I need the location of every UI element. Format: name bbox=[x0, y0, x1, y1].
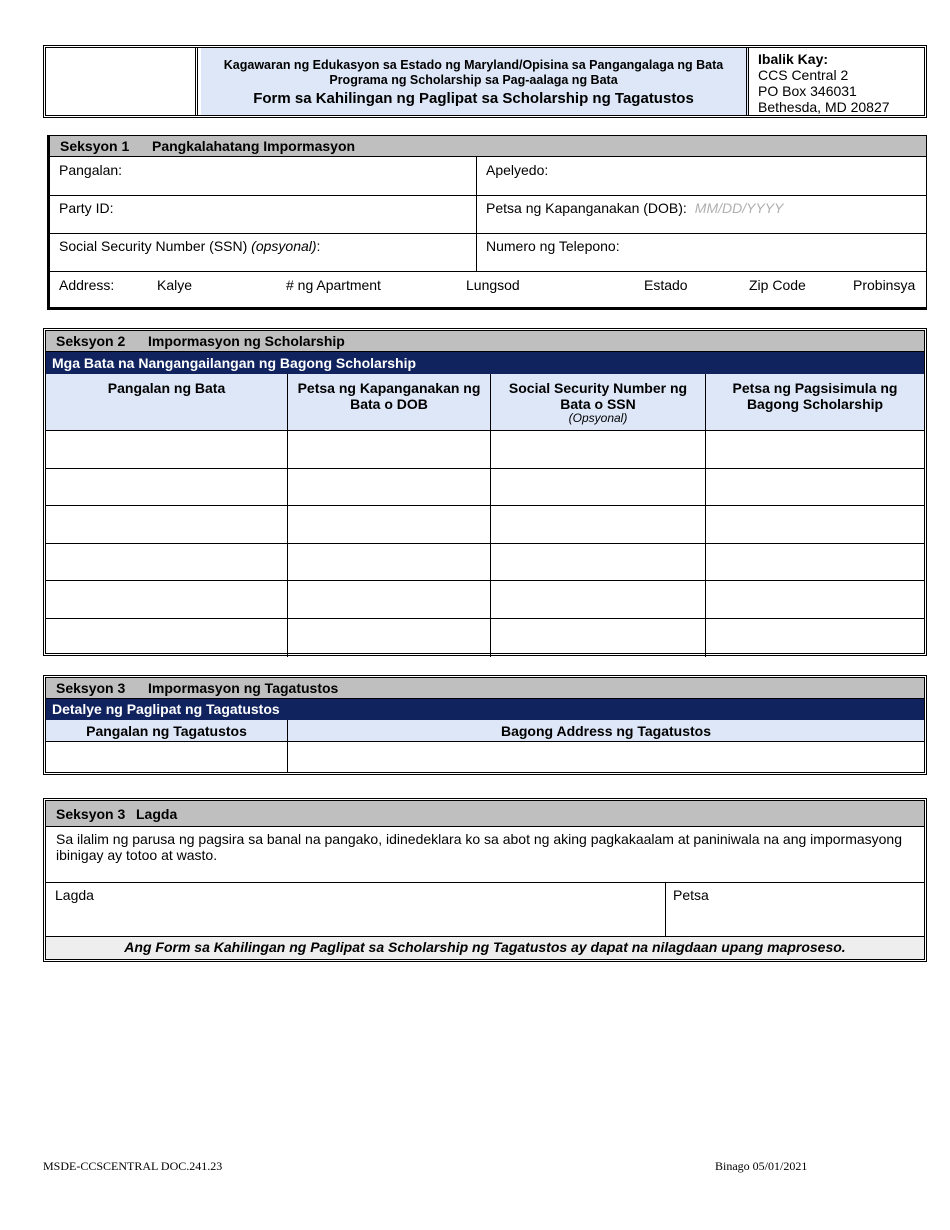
col-start-date bbox=[706, 374, 924, 431]
child-dob-input[interactable] bbox=[288, 469, 491, 507]
ssn-colon: : bbox=[316, 238, 321, 254]
col-provider-address-text: Bagong Address ng Tagatustos bbox=[500, 723, 711, 739]
dob-placeholder: MM/DD/YYYY bbox=[694, 200, 784, 216]
ssn-label: Social Security Number (SSN) bbox=[59, 238, 248, 254]
section-2-subheader: Mga Bata na Nangangailangan ng Bagong Scholarship bbox=[46, 352, 924, 374]
child-ssn-input[interactable] bbox=[491, 581, 706, 619]
logo-cell bbox=[46, 48, 198, 115]
section-2-number: Seksyon 2 bbox=[56, 333, 126, 349]
state-label: Estado bbox=[644, 277, 688, 293]
section-3-number: Seksyon 3 bbox=[56, 680, 126, 696]
footer-revised: Binago 05/01/2021 bbox=[715, 1159, 808, 1173]
return-address bbox=[755, 48, 924, 115]
section-2-title: Impormasyon ng Scholarship bbox=[148, 333, 345, 349]
child-start-date-input[interactable] bbox=[706, 619, 924, 657]
first-name-label: Pangalan: bbox=[59, 162, 123, 178]
form-title: Form sa Kahilingan ng Paglipat sa Scholarship ng Tagatustos bbox=[253, 90, 694, 107]
return-line-3: Bethesda, MD 20827 bbox=[758, 99, 890, 115]
child-dob-input[interactable] bbox=[288, 506, 491, 544]
child-ssn-input[interactable] bbox=[491, 431, 706, 469]
declaration-text: Sa ilalim ng parusa ng pagsira sa banal na pangako, idinedeklara ko sa abot ng aking pagkakaalam at paniniwala na ang impormasyong ibinigay ay totoo at wasto. bbox=[46, 827, 924, 883]
phone-label: Numero ng Telepono: bbox=[486, 238, 620, 254]
signature-date-label: Petsa bbox=[673, 887, 709, 903]
col-child-ssn-line-1: Social Security Number ng bbox=[508, 380, 688, 396]
section-1 bbox=[47, 135, 927, 310]
id-row bbox=[50, 195, 926, 234]
agency-line-1: Kagawaran ng Edukasyon sa Estado ng Maryland/Opisina sa Pangangalaga ng Bata bbox=[223, 58, 724, 72]
col-start-date-line-1: Petsa ng Pagsisimula ng bbox=[732, 380, 898, 396]
signature-header bbox=[46, 801, 924, 827]
col-provider-address bbox=[288, 720, 924, 742]
child-name-input[interactable] bbox=[46, 619, 288, 657]
return-title: Ibalik Kay: bbox=[758, 51, 829, 67]
signature-label: Lagda bbox=[55, 887, 94, 903]
section-3 bbox=[43, 675, 927, 775]
last-name-field[interactable] bbox=[476, 157, 926, 195]
col-child-dob bbox=[288, 374, 491, 431]
section-3-subheader: Detalye ng Paglipat ng Tagatustos bbox=[46, 699, 924, 720]
ssn-optional: (opsyonal) bbox=[251, 238, 317, 254]
child-dob-input[interactable] bbox=[288, 581, 491, 619]
signature-date-field[interactable] bbox=[666, 883, 924, 937]
signature-field[interactable] bbox=[46, 883, 666, 937]
col-child-dob-line-1: Petsa ng Kapanganakan ng bbox=[297, 380, 481, 396]
name-row bbox=[50, 157, 926, 196]
child-ssn-input[interactable] bbox=[491, 506, 706, 544]
footer-doc-id: MSDE-CCSCENTRAL DOC.241.23 bbox=[43, 1159, 223, 1173]
child-start-date-input[interactable] bbox=[706, 544, 924, 582]
child-name-input[interactable] bbox=[46, 581, 288, 619]
col-child-ssn bbox=[491, 374, 706, 431]
form-header bbox=[43, 45, 927, 118]
county-label: Probinsya bbox=[853, 277, 916, 293]
child-dob-input[interactable] bbox=[288, 544, 491, 582]
apartment-label: # ng Apartment bbox=[286, 277, 381, 293]
col-child-ssn-optional: (Opsyonal) bbox=[568, 411, 628, 425]
section-2 bbox=[43, 328, 927, 656]
agency-line-2: Programa ng Scholarship sa Pag-aalaga ng Bata bbox=[329, 73, 618, 87]
child-name-input[interactable] bbox=[46, 469, 288, 507]
return-line-1: CCS Central 2 bbox=[758, 67, 849, 83]
child-dob-input[interactable] bbox=[288, 619, 491, 657]
child-start-date-input[interactable] bbox=[706, 581, 924, 619]
ssn-row bbox=[50, 233, 926, 272]
section-3-title: Impormasyon ng Tagatustos bbox=[148, 680, 339, 696]
first-name-field[interactable] bbox=[50, 157, 476, 195]
provider-name-input[interactable] bbox=[46, 742, 288, 772]
ssn-field[interactable] bbox=[50, 233, 476, 271]
section-signature bbox=[43, 798, 927, 962]
col-start-date-line-2: Bagong Scholarship bbox=[746, 396, 884, 412]
party-id-label: Party ID: bbox=[59, 200, 114, 216]
child-name-input[interactable] bbox=[46, 431, 288, 469]
city-label: Lungsod bbox=[466, 277, 520, 293]
child-ssn-input[interactable] bbox=[491, 544, 706, 582]
section-1-header bbox=[50, 136, 926, 157]
last-name-label: Apelyedo: bbox=[486, 162, 549, 178]
return-line-2: PO Box 346031 bbox=[758, 83, 857, 99]
child-name-input[interactable] bbox=[46, 544, 288, 582]
provider-address-input[interactable] bbox=[288, 742, 924, 772]
col-child-dob-line-2: Bata o DOB bbox=[350, 396, 428, 412]
child-ssn-input[interactable] bbox=[491, 469, 706, 507]
street-label: Kalye bbox=[157, 277, 193, 293]
party-id-field[interactable] bbox=[50, 195, 476, 233]
dob-field[interactable] bbox=[476, 195, 926, 233]
section-2-header bbox=[46, 331, 924, 352]
col-child-name-text: Pangalan ng Bata bbox=[107, 380, 226, 396]
child-start-date-input[interactable] bbox=[706, 431, 924, 469]
col-child-name bbox=[46, 374, 288, 431]
child-ssn-input[interactable] bbox=[491, 619, 706, 657]
child-name-input[interactable] bbox=[46, 506, 288, 544]
address-label: Address: bbox=[59, 277, 115, 293]
col-provider-name bbox=[46, 720, 288, 742]
phone-field[interactable] bbox=[476, 233, 926, 271]
signature-note: Ang Form sa Kahilingan ng Paglipat sa Scholarship ng Tagatustos ay dapat na nilagdaan upang maproseso. bbox=[46, 937, 924, 959]
child-start-date-input[interactable] bbox=[706, 506, 924, 544]
signature-section-title: Lagda bbox=[136, 806, 178, 822]
section-3-header bbox=[46, 678, 924, 699]
title-cell bbox=[201, 48, 749, 115]
zip-label: Zip Code bbox=[749, 277, 806, 293]
child-dob-input[interactable] bbox=[288, 431, 491, 469]
dob-label: Petsa ng Kapanganakan (DOB): bbox=[486, 200, 687, 216]
address-row[interactable] bbox=[50, 271, 926, 309]
child-start-date-input[interactable] bbox=[706, 469, 924, 507]
col-provider-name-text: Pangalan ng Tagatustos bbox=[86, 723, 247, 739]
signature-section-number: Seksyon 3 bbox=[56, 806, 126, 822]
section-1-title: Pangkalahatang Impormasyon bbox=[152, 138, 356, 154]
section-1-number: Seksyon 1 bbox=[60, 138, 130, 154]
col-child-ssn-line-2: Bata o SSN bbox=[560, 396, 636, 412]
